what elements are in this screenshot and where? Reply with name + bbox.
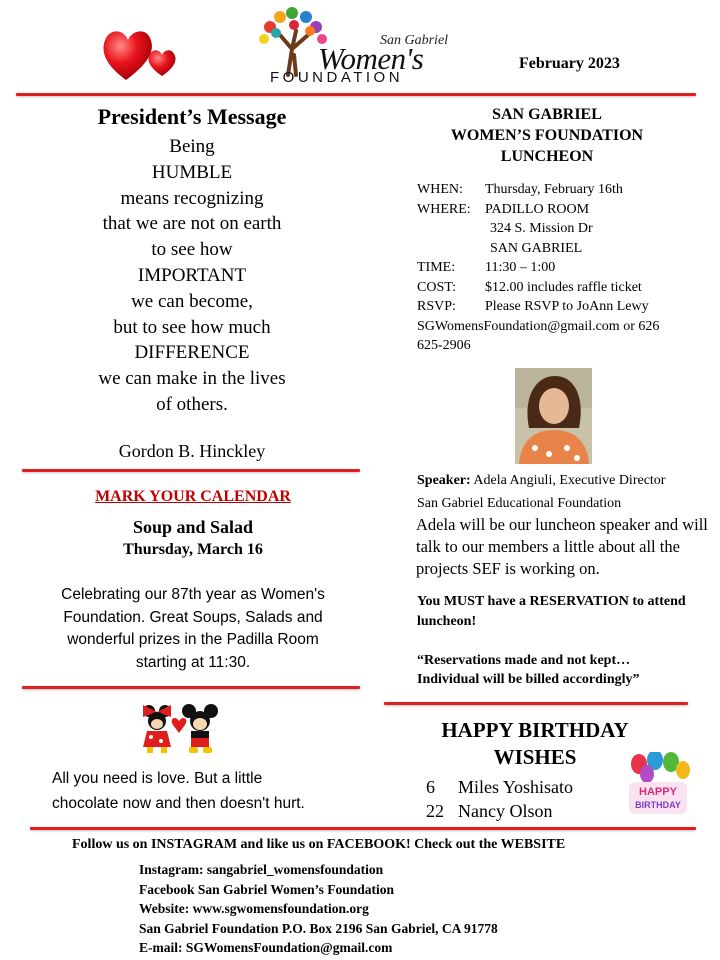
birthday-title-line: HAPPY BIRTHDAY bbox=[441, 718, 629, 742]
address-line: SAN GABRIEL bbox=[490, 240, 583, 256]
contact-info bbox=[139, 860, 498, 958]
footer-divider bbox=[30, 827, 696, 830]
quote-line: HUMBLE bbox=[151, 161, 233, 183]
love-quote bbox=[52, 766, 352, 816]
calendar-heading: MARK YOUR CALENDAR bbox=[95, 488, 291, 505]
quote-line: means recognizing bbox=[120, 187, 264, 209]
when-label: WHEN: bbox=[417, 182, 463, 197]
luncheon-title-line: WOMEN’S FOUNDATION bbox=[450, 127, 644, 144]
hearts-icon bbox=[100, 24, 180, 84]
birthday-balloons-icon bbox=[625, 752, 691, 818]
time-label: TIME: bbox=[417, 260, 456, 275]
presidents-message-title: President’s Message bbox=[97, 104, 287, 129]
balloon-text: HAPPY bbox=[639, 786, 677, 798]
email-line: E-mail: SGWomensFoundation@gmail.com bbox=[139, 940, 393, 955]
calendar-event-description: Celebrating our 87th year as Women's Foundation. Great Soups, Salads and wonderful prizes in the Padilla Room starting at 11:30. bbox=[61, 586, 325, 671]
address-line: 324 S. Mission Dr bbox=[490, 221, 593, 236]
birthday-day: 22 bbox=[426, 801, 444, 821]
birthday-list bbox=[426, 775, 573, 823]
where-row bbox=[417, 200, 707, 220]
presidents-message-quote bbox=[28, 134, 356, 418]
luncheon-title-line: SAN GABRIEL bbox=[492, 106, 602, 123]
logo-title: Women's bbox=[318, 41, 424, 76]
header-divider bbox=[16, 93, 696, 96]
cost-row bbox=[417, 278, 707, 298]
facebook-line: Facebook San Gabriel Women’s Foundation bbox=[139, 881, 395, 897]
love-quote-line: All you need is love. But a little bbox=[52, 770, 263, 787]
quote-line: Being bbox=[169, 136, 215, 157]
rsvp-label: RSVP: bbox=[417, 299, 456, 314]
love-quote-line: chocolate now and then doesn't hurt. bbox=[52, 795, 305, 812]
luncheon-title-line: LUNCHEON bbox=[500, 148, 594, 165]
birthday-name: Miles Yoshisato bbox=[458, 777, 574, 797]
rsvp-value: Please RSVP to JoAnn Lewy bbox=[485, 299, 649, 314]
where-value: PADILLO ROOM bbox=[485, 201, 590, 217]
contact-email-phone: SGWomensFoundation@gmail.com or 626 bbox=[417, 318, 660, 334]
billing-note-line: “Reservations made and not kept… bbox=[417, 653, 631, 668]
quote-line: we can become, bbox=[131, 290, 253, 312]
contact-phone: 625-2906 bbox=[417, 338, 471, 353]
foundation-logo bbox=[250, 5, 455, 87]
birthday-title bbox=[420, 717, 650, 771]
where-label: WHERE: bbox=[417, 201, 471, 217]
quote-line: to see how bbox=[151, 239, 233, 261]
speaker-photo bbox=[515, 368, 592, 464]
speaker-organization: San Gabriel Educational Foundation bbox=[417, 496, 622, 511]
time-value: 11:30 – 1:00 bbox=[485, 260, 556, 275]
section-divider bbox=[22, 469, 360, 472]
luncheon-title bbox=[404, 104, 690, 167]
speaker-name: Adela Angiuli, Executive Director bbox=[473, 473, 666, 488]
calendar-event-title: Soup and Salad bbox=[132, 517, 254, 537]
section-divider bbox=[22, 686, 360, 689]
when-row bbox=[417, 180, 707, 200]
issue-date: February 2023 bbox=[519, 55, 620, 72]
calendar-event-date: Thursday, March 16 bbox=[123, 541, 263, 558]
quote-line: of others. bbox=[156, 393, 228, 415]
instagram-line: Instagram: sangabriel_womensfoundation bbox=[139, 862, 384, 877]
luncheon-details bbox=[417, 180, 707, 356]
rsvp-row bbox=[417, 297, 707, 317]
logo-foundation: FOUNDATION bbox=[270, 69, 404, 86]
quote-line: that we are not on earth bbox=[102, 213, 282, 235]
reservation-required-note: You MUST have a RESERVATION to attend luncheon! bbox=[417, 594, 686, 629]
birthday-title-line: WISHES bbox=[493, 745, 577, 769]
birthday-name: Nancy Olson bbox=[458, 801, 553, 821]
quote-line: DIFFERENCE bbox=[134, 342, 250, 364]
speaker-description: Adela will be our luncheon speaker and will talk to our members a little about all the projects SEF is working on. bbox=[416, 515, 708, 578]
quote-line: but to see how much bbox=[113, 316, 271, 338]
quote-line: we can make in the lives bbox=[98, 368, 286, 390]
balloon-text: BIRTHDAY bbox=[635, 800, 681, 810]
time-row bbox=[417, 258, 707, 278]
speaker-label: Speaker: bbox=[417, 473, 471, 488]
billing-note-line: Individual will be billed accordingly” bbox=[417, 672, 640, 687]
birthday-day: 6 bbox=[426, 777, 435, 797]
quote-line: IMPORTANT bbox=[137, 264, 247, 286]
birthday-entry bbox=[426, 799, 573, 823]
website-line: Website: www.sgwomensfoundation.org bbox=[139, 901, 369, 916]
billing-note bbox=[417, 651, 707, 689]
mailing-address: San Gabriel Foundation P.O. Box 2196 San Gabriel, CA 91778 bbox=[139, 920, 498, 936]
cost-value: $12.00 includes raffle ticket bbox=[485, 279, 642, 295]
cost-label: COST: bbox=[417, 279, 456, 295]
when-value: Thursday, February 16th bbox=[485, 182, 623, 197]
follow-us-line: Follow us on INSTAGRAM and like us on FACEBOOK! Check out the WEBSITE bbox=[72, 837, 566, 852]
logo-subtitle: San Gabriel bbox=[380, 33, 449, 48]
birthday-entry bbox=[426, 775, 573, 799]
quote-author: Gordon B. Hinckley bbox=[118, 441, 266, 461]
section-divider bbox=[384, 702, 688, 705]
mickey-minnie-icon bbox=[135, 703, 225, 755]
speaker-line bbox=[417, 473, 665, 489]
